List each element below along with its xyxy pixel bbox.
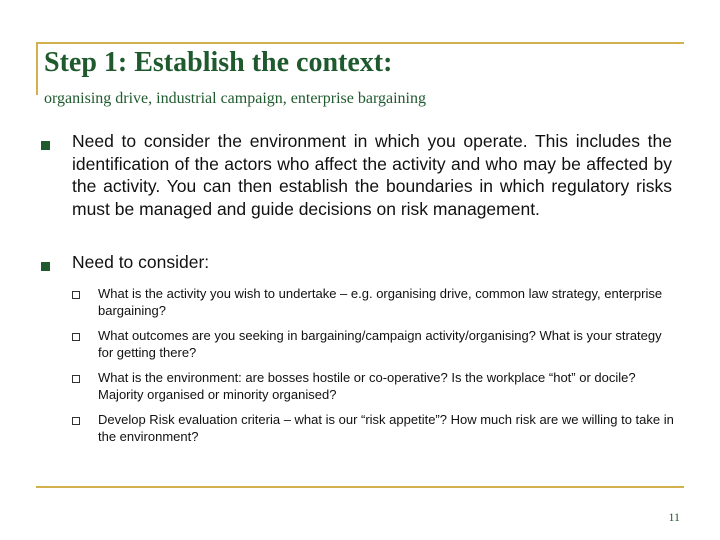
filled-square-bullet-icon xyxy=(41,141,50,150)
hollow-square-bullet-icon xyxy=(72,375,80,383)
hollow-square-bullet-icon xyxy=(72,333,80,341)
bullet-text: Need to consider: xyxy=(72,252,210,272)
hollow-square-bullet-icon xyxy=(72,291,80,299)
hollow-square-bullet-icon xyxy=(72,417,80,425)
title-top-rule xyxy=(36,42,684,44)
bullet-text: Need to consider the environment in which you operate. This includes the identification of the actors who affect the activity and who may be affected by the activity. You can then establish the boundaries in which regulatory risks must be managed and guide decisions on risk management. xyxy=(72,131,672,220)
slide-title: Step 1: Establish the context: xyxy=(44,47,393,78)
slide-subtitle: organising drive, industrial campaign, enterprise bargaining xyxy=(44,90,426,107)
sub-bullet-text: Develop Risk evaluation criteria – what is our “risk appetite”? How much risk are we willing to take in the environment? xyxy=(98,412,674,444)
sub-bullet-text: What is the environment: are bosses hostile or co-operative? Is the workplace “hot” or docile? Majority organised or minority organised? xyxy=(98,370,636,402)
filled-square-bullet-icon xyxy=(41,262,50,271)
title-accent-bar xyxy=(36,42,38,95)
sub-bullet-text: What outcomes are you seeking in bargaining/campaign activity/organising? What is your strategy for getting there? xyxy=(98,328,662,360)
page-number: 11 xyxy=(668,510,680,524)
sub-bullet-text: What is the activity you wish to undertake – e.g. organising drive, common law strategy, enterprise bargaining? xyxy=(98,286,663,318)
footer-rule xyxy=(36,486,684,488)
